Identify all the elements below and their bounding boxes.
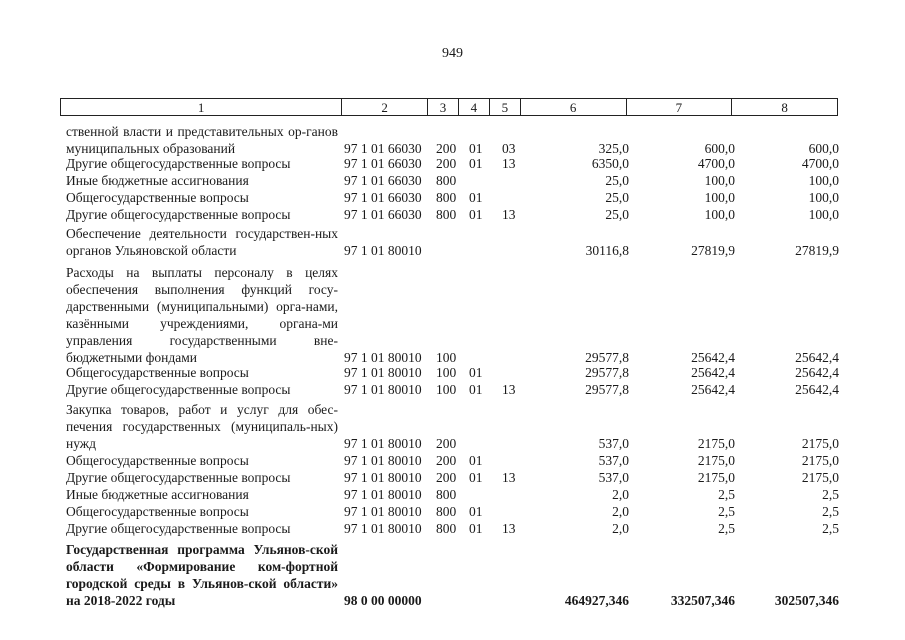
cell-vr: 100: [436, 365, 457, 380]
cell-v8: 2,5: [822, 521, 839, 536]
cell-v7: 600,0: [704, 141, 735, 156]
cell-v6: 29577,8: [585, 382, 629, 397]
cell-v6: 25,0: [605, 207, 629, 222]
cell-v6: 537,0: [598, 436, 629, 451]
cell-code: 97 1 01 80010: [344, 382, 422, 397]
cell-code: 97 1 01 80010: [344, 436, 422, 451]
cell-v6: 325,0: [598, 141, 629, 156]
cell-v8: 2,5: [822, 504, 839, 519]
cell-rz: 01: [469, 141, 483, 156]
header-col-4: 4: [459, 99, 490, 115]
cell-v8: 25642,4: [795, 350, 839, 365]
cell-pr: 13: [502, 521, 516, 536]
cell-vr: 100: [436, 382, 457, 397]
cell-v7: 2175,0: [697, 436, 735, 451]
cell-name: Другие общегосударственные вопросы: [66, 382, 291, 397]
cell-vr: 200: [436, 436, 457, 451]
cell-v7: 100,0: [704, 207, 735, 222]
cell-name: Общегосударственные вопросы: [66, 365, 249, 380]
cell-code: 97 1 01 66030: [344, 141, 422, 156]
cell-vr: 800: [436, 173, 457, 188]
cell-code: 98 0 00 00000: [344, 593, 422, 608]
cell-v6: 537,0: [598, 453, 629, 468]
cell-v8: 25642,4: [795, 365, 839, 380]
cell-name: Расходы на выплаты персоналу в целях обеспечения выполнения функций госу-дарственными (муниципальными) орга-нами, казёнными учреждениями, органа-ми управления государственными вне-бюджетными фондами: [66, 265, 338, 365]
cell-v7: 100,0: [704, 190, 735, 205]
cell-name: Другие общегосударственные вопросы: [66, 521, 291, 536]
cell-name: Иные бюджетные ассигнования: [66, 173, 249, 188]
cell-code: 97 1 01 66030: [344, 156, 422, 171]
cell-v6: 2,0: [612, 504, 629, 519]
cell-vr: 800: [436, 487, 457, 502]
cell-rz: 01: [469, 453, 483, 468]
cell-code: 97 1 01 66030: [344, 207, 422, 222]
cell-v8: 100,0: [808, 190, 839, 205]
cell-code: 97 1 01 80010: [344, 521, 422, 536]
cell-code: 97 1 01 80010: [344, 365, 422, 380]
cell-rz: 01: [469, 156, 483, 171]
cell-v8: 100,0: [808, 173, 839, 188]
cell-code: 97 1 01 80010: [344, 453, 422, 468]
cell-v6: 29577,8: [585, 350, 629, 365]
cell-v7: 25642,4: [691, 382, 735, 397]
cell-v8: 2175,0: [801, 453, 839, 468]
cell-pr: 13: [502, 470, 516, 485]
cell-v7: 2,5: [718, 487, 735, 502]
cell-v6: 25,0: [605, 190, 629, 205]
cell-vr: 200: [436, 141, 457, 156]
header-col-7: 7: [627, 99, 733, 115]
cell-v6: 464927,346: [564, 593, 629, 608]
header-col-8: 8: [781, 100, 788, 115]
cell-vr: 200: [436, 470, 457, 485]
cell-vr: 100: [436, 350, 457, 365]
cell-rz: 01: [469, 382, 483, 397]
cell-v7: 2175,0: [697, 453, 735, 468]
cell-v8: 302507,346: [774, 593, 839, 608]
cell-name: Иные бюджетные ассигнования: [66, 487, 249, 502]
cell-v6: 29577,8: [585, 365, 629, 380]
cell-v8: 100,0: [808, 207, 839, 222]
cell-name: Общегосударственные вопросы: [66, 504, 249, 519]
cell-v7: 4700,0: [697, 156, 735, 171]
cell-pr: 13: [502, 156, 516, 171]
cell-code: 97 1 01 66030: [344, 190, 422, 205]
cell-rz: 01: [469, 470, 483, 485]
cell-name: Обеспечение деятельности государствен-ных органов Ульяновской области: [66, 226, 338, 258]
cell-vr: 800: [436, 521, 457, 536]
cell-v6: 6350,0: [591, 156, 629, 171]
cell-name: Общегосударственные вопросы: [66, 453, 249, 468]
cell-pr: 13: [502, 207, 516, 222]
cell-vr: 800: [436, 504, 457, 519]
cell-v6: 537,0: [598, 470, 629, 485]
cell-name: Другие общегосударственные вопросы: [66, 470, 291, 485]
cell-vr: 200: [436, 453, 457, 468]
cell-rz: 01: [469, 190, 483, 205]
header-col-2: 2: [342, 99, 428, 115]
cell-vr: 800: [436, 190, 457, 205]
cell-name: Другие общегосударственные вопросы: [66, 207, 291, 222]
cell-v8: 600,0: [808, 141, 839, 156]
cell-v7: 2,5: [718, 504, 735, 519]
header-col-6: 6: [521, 99, 627, 115]
cell-v7: 27819,9: [691, 243, 735, 258]
cell-name: ственной власти и представительных ор-ганов муниципальных образований: [66, 124, 338, 156]
header-col-3: 3: [428, 99, 459, 115]
table-header: [60, 98, 838, 116]
cell-v7: 25642,4: [691, 365, 735, 380]
cell-v7: 332507,346: [670, 593, 735, 608]
cell-code: 97 1 01 80010: [344, 487, 422, 502]
cell-v8: 2,5: [822, 487, 839, 502]
cell-v8: 25642,4: [795, 382, 839, 397]
header-col-1: 1: [61, 99, 342, 115]
cell-rz: 01: [469, 207, 483, 222]
cell-rz: 01: [469, 504, 483, 519]
cell-v8: 2175,0: [801, 436, 839, 451]
cell-pr: 13: [502, 382, 516, 397]
cell-rz: 01: [469, 521, 483, 536]
cell-code: 97 1 01 80010: [344, 470, 422, 485]
cell-v8: 2175,0: [801, 470, 839, 485]
cell-v7: 2,5: [718, 521, 735, 536]
page-number: 949: [442, 46, 463, 61]
cell-name: Закупка товаров, работ и услуг для обес-печения государственных (муниципаль-ных) нужд: [66, 402, 338, 451]
cell-v6: 25,0: [605, 173, 629, 188]
cell-code: 97 1 01 80010: [344, 350, 422, 365]
cell-name: Общегосударственные вопросы: [66, 190, 249, 205]
cell-code: 97 1 01 80010: [344, 504, 422, 519]
cell-v6: 2,0: [612, 521, 629, 536]
cell-name: Государственная программа Ульянов-ской области «Формирование ком-фортной городской среды в Ульянов-ской области» на 2018-2022 годы: [66, 542, 338, 608]
cell-vr: 800: [436, 207, 457, 222]
cell-code: 97 1 01 66030: [344, 173, 422, 188]
cell-rz: 01: [469, 365, 483, 380]
cell-v6: 2,0: [612, 487, 629, 502]
cell-v7: 2175,0: [697, 470, 735, 485]
cell-pr: 03: [502, 141, 516, 156]
cell-v6: 30116,8: [585, 243, 629, 258]
cell-v8: 27819,9: [795, 243, 839, 258]
cell-v8: 4700,0: [801, 156, 839, 171]
cell-code: 97 1 01 80010: [344, 243, 422, 258]
header-col-5: 5: [490, 99, 521, 115]
cell-vr: 200: [436, 156, 457, 171]
cell-v7: 100,0: [704, 173, 735, 188]
cell-v7: 25642,4: [691, 350, 735, 365]
cell-name: Другие общегосударственные вопросы: [66, 156, 291, 171]
